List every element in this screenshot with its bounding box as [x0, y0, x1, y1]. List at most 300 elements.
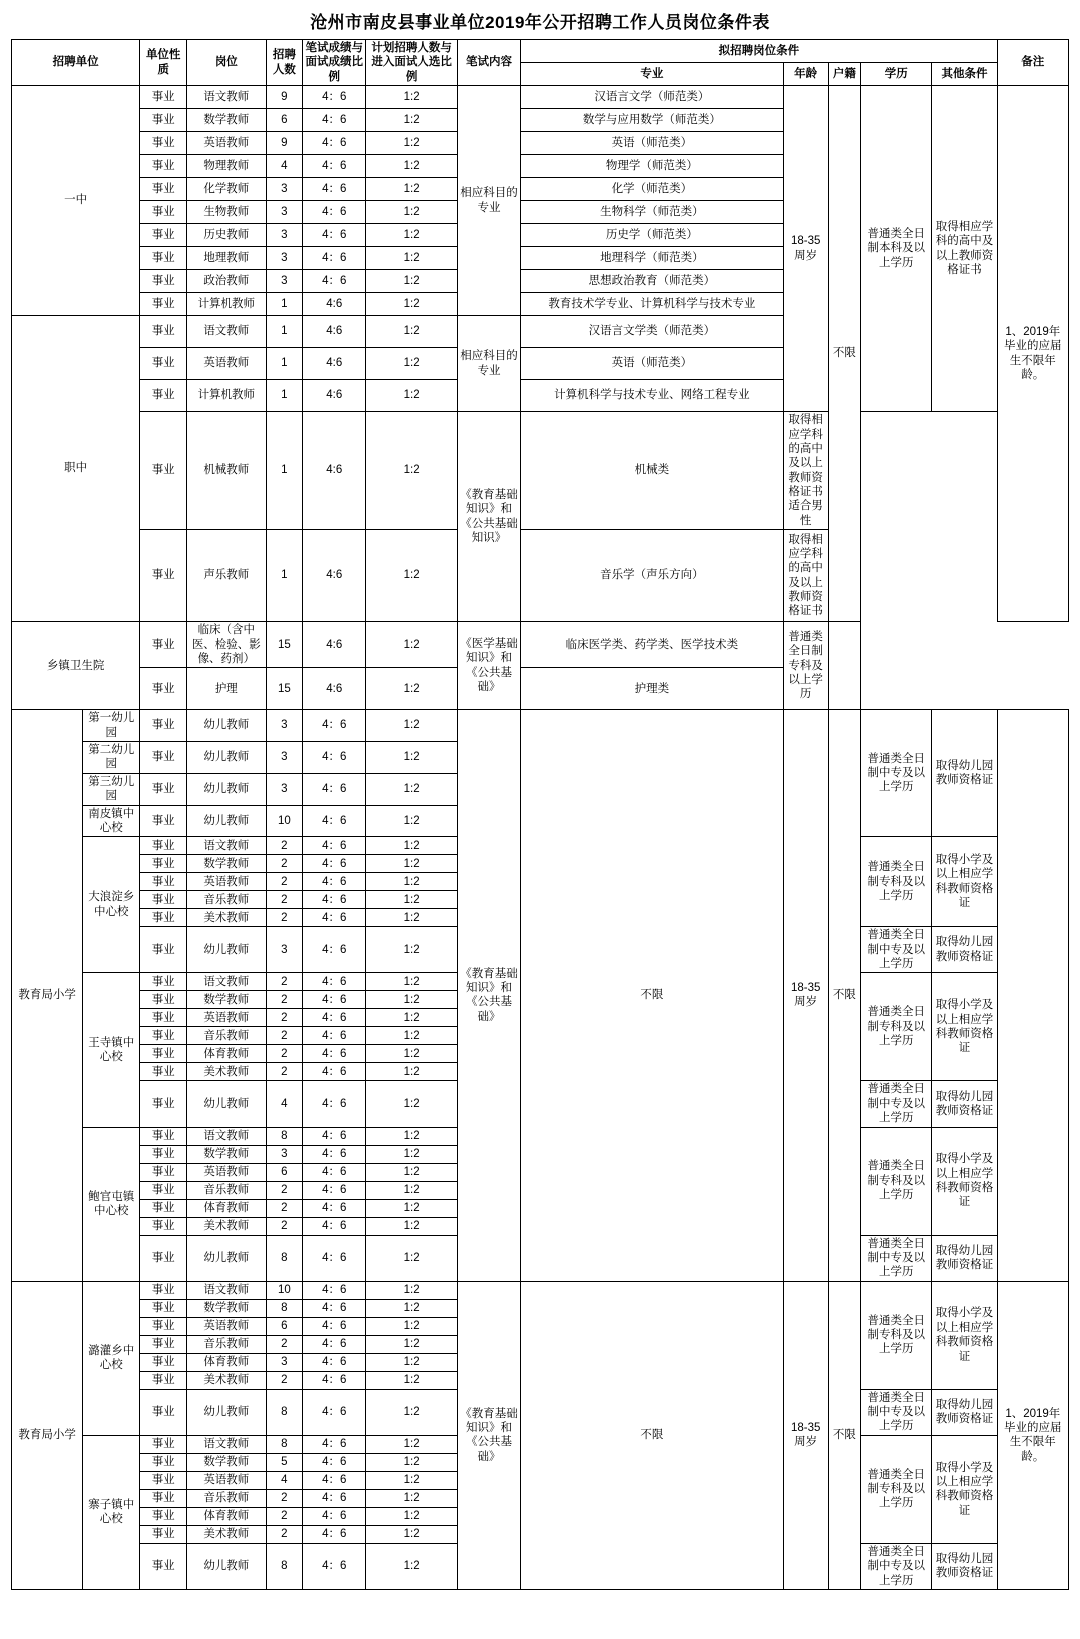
post-cell: 语文教师 [187, 1281, 266, 1299]
education-cell: 普通类全日制专科及以上学历 [783, 622, 828, 710]
plan-cell: 1:2 [366, 873, 458, 891]
post-cell: 数学教师 [187, 991, 266, 1009]
plan-cell: 1:2 [366, 412, 458, 530]
ratio-cell: 4：6 [303, 1489, 366, 1507]
ratio-cell: 4：6 [303, 1453, 366, 1471]
post-cell: 幼儿教师 [187, 1235, 266, 1281]
ratio-cell: 4：6 [303, 837, 366, 855]
education-cell: 普通类全日制专科及以上学历 [861, 973, 932, 1081]
post-cell: 生物教师 [187, 201, 266, 224]
major-cell: 音乐学（声乐方向） [521, 530, 784, 622]
th-nature: 单位性质 [140, 40, 187, 86]
th-exam: 笔试内容 [457, 40, 520, 86]
plan-cell: 1:2 [366, 1027, 458, 1045]
unit-cell: 一中 [12, 86, 140, 316]
ratio-cell: 4：6 [303, 710, 366, 742]
nature-cell: 事业 [140, 1453, 187, 1471]
plan-cell: 1:2 [366, 1009, 458, 1027]
other-cell: 取得小学及以上相应学科教师资格证 [932, 973, 997, 1081]
plan-cell: 1:2 [366, 855, 458, 873]
post-cell: 政治教师 [187, 270, 266, 293]
major-cell: 临床医学类、药学类、医学技术类 [521, 622, 784, 668]
education-cell: 普通类全日制专科及以上学历 [861, 1281, 932, 1389]
plan-cell: 1:2 [366, 1045, 458, 1063]
remark-cell: 1、2019年毕业的应届生不限年龄。 [997, 1281, 1068, 1589]
plan-cell: 1:2 [366, 132, 458, 155]
number-cell: 2 [266, 891, 303, 909]
post-cell: 幼儿教师 [187, 742, 266, 774]
number-cell: 2 [266, 1045, 303, 1063]
nature-cell: 事业 [140, 891, 187, 909]
nature-cell: 事业 [140, 530, 187, 622]
other-cell: 取得小学及以上相应学科教师资格证 [932, 1127, 997, 1235]
nature-cell: 事业 [140, 991, 187, 1009]
number-cell: 2 [266, 855, 303, 873]
plan-cell: 1:2 [366, 710, 458, 742]
number-cell: 3 [266, 710, 303, 742]
number-cell: 6 [266, 1163, 303, 1181]
major-cell: 数学与应用数学（师范类） [521, 109, 784, 132]
number-cell: 15 [266, 668, 303, 710]
number-cell: 8 [266, 1435, 303, 1453]
post-cell: 声乐教师 [187, 530, 266, 622]
ratio-cell: 4：6 [303, 1027, 366, 1045]
ratio-cell: 4：6 [303, 742, 366, 774]
post-cell: 数学教师 [187, 855, 266, 873]
number-cell: 9 [266, 86, 303, 109]
ratio-cell: 4:6 [303, 380, 366, 412]
other-cell: 取得幼儿园教师资格证 [932, 710, 997, 837]
plan-cell: 1:2 [366, 805, 458, 837]
plan-cell: 1:2 [366, 86, 458, 109]
nature-cell: 事业 [140, 1317, 187, 1335]
number-cell: 2 [266, 909, 303, 927]
table-body [12, 86, 1069, 1590]
nature-cell: 事业 [140, 973, 187, 991]
nature-cell: 事业 [140, 742, 187, 774]
ratio-cell: 4：6 [303, 1145, 366, 1163]
plan-cell: 1:2 [366, 201, 458, 224]
ratio-cell: 4：6 [303, 1281, 366, 1299]
ratio-cell: 4：6 [303, 1299, 366, 1317]
ratio-cell: 4：6 [303, 1471, 366, 1489]
hukou-cell: 不限 [828, 1281, 861, 1589]
number-cell: 10 [266, 1281, 303, 1299]
ratio-cell: 4：6 [303, 891, 366, 909]
th-conditions: 拟招聘岗位条件 [521, 40, 998, 63]
plan-cell: 1:2 [366, 1507, 458, 1525]
plan-cell: 1:2 [366, 530, 458, 622]
ratio-cell: 4：6 [303, 1199, 366, 1217]
other-cell: 取得幼儿园教师资格证 [932, 1235, 997, 1281]
major-cell: 汉语言文学类（师范类） [521, 316, 784, 348]
ratio-cell: 4:6 [303, 622, 366, 668]
ratio-cell: 4:6 [303, 293, 366, 316]
other-cell: 取得小学及以上相应学科教师资格证 [932, 837, 997, 927]
number-cell: 3 [266, 927, 303, 973]
post-cell: 英语教师 [187, 873, 266, 891]
th-age: 年龄 [783, 63, 828, 86]
post-cell: 数学教师 [187, 1299, 266, 1317]
plan-cell: 1:2 [366, 380, 458, 412]
post-cell: 英语教师 [187, 1163, 266, 1181]
nature-cell: 事业 [140, 201, 187, 224]
number-cell: 8 [266, 1299, 303, 1317]
post-cell: 体育教师 [187, 1507, 266, 1525]
ratio-cell: 4：6 [303, 1045, 366, 1063]
nature-cell: 事业 [140, 668, 187, 710]
number-cell: 2 [266, 973, 303, 991]
number-cell: 3 [266, 742, 303, 774]
plan-cell: 1:2 [366, 155, 458, 178]
post-cell: 语文教师 [187, 86, 266, 109]
post-cell: 英语教师 [187, 1009, 266, 1027]
ratio-cell: 4：6 [303, 1181, 366, 1199]
plan-cell: 1:2 [366, 1235, 458, 1281]
age-cell: 18-35周岁 [783, 86, 828, 412]
th-major: 专业 [521, 63, 784, 86]
number-cell: 1 [266, 412, 303, 530]
plan-cell: 1:2 [366, 1163, 458, 1181]
plan-cell: 1:2 [366, 1543, 458, 1589]
number-cell: 3 [266, 224, 303, 247]
age-cell: 18-35周岁 [783, 710, 828, 1281]
number-cell: 8 [266, 1389, 303, 1435]
plan-cell: 1:2 [366, 1389, 458, 1435]
post-cell: 幼儿教师 [187, 1543, 266, 1589]
post-cell: 幼儿教师 [187, 1389, 266, 1435]
ratio-cell: 4：6 [303, 155, 366, 178]
number-cell: 1 [266, 380, 303, 412]
post-cell: 幼儿教师 [187, 805, 266, 837]
ratio-cell: 4：6 [303, 1163, 366, 1181]
nature-cell: 事业 [140, 1371, 187, 1389]
post-cell: 体育教师 [187, 1045, 266, 1063]
post-cell: 体育教师 [187, 1199, 266, 1217]
post-cell: 英语教师 [187, 1471, 266, 1489]
major-cell: 不限 [521, 710, 784, 1281]
post-cell: 英语教师 [187, 348, 266, 380]
school-cell: 第三幼儿园 [83, 773, 140, 805]
number-cell: 1 [266, 316, 303, 348]
nature-cell: 事业 [140, 1217, 187, 1235]
ratio-cell: 4：6 [303, 1389, 366, 1435]
post-cell: 音乐教师 [187, 1181, 266, 1199]
th-ratio: 笔试成绩与面试成绩比例 [303, 40, 366, 86]
nature-cell: 事业 [140, 710, 187, 742]
table-row [12, 622, 1069, 668]
header-row-1 [12, 40, 1069, 63]
nature-cell: 事业 [140, 1507, 187, 1525]
post-cell: 临床（含中医、检验、影像、药剂） [187, 622, 266, 668]
ratio-cell: 4：6 [303, 132, 366, 155]
table-row [12, 1281, 1069, 1299]
plan-cell: 1:2 [366, 109, 458, 132]
number-cell: 8 [266, 1235, 303, 1281]
ratio-cell: 4:6 [303, 348, 366, 380]
nature-cell: 事业 [140, 1235, 187, 1281]
nature-cell: 事业 [140, 873, 187, 891]
ratio-cell: 4：6 [303, 270, 366, 293]
nature-cell: 事业 [140, 1063, 187, 1081]
number-cell: 5 [266, 1453, 303, 1471]
number-cell: 10 [266, 805, 303, 837]
number-cell: 2 [266, 1335, 303, 1353]
ratio-cell: 4：6 [303, 855, 366, 873]
school-cell: 大浪淀乡中心校 [83, 837, 140, 973]
school-cell: 寨子镇中心校 [83, 1435, 140, 1589]
plan-cell: 1:2 [366, 1127, 458, 1145]
plan-cell: 1:2 [366, 1217, 458, 1235]
nature-cell: 事业 [140, 1127, 187, 1145]
exam-cell: 《教育基础知识》和《公共基础》 [457, 1281, 520, 1589]
post-cell: 语文教师 [187, 316, 266, 348]
plan-cell: 1:2 [366, 909, 458, 927]
nature-cell: 事业 [140, 1081, 187, 1127]
th-hukou: 户籍 [828, 63, 861, 86]
ratio-cell: 4：6 [303, 1081, 366, 1127]
number-cell: 2 [266, 1507, 303, 1525]
ratio-cell: 4:6 [303, 530, 366, 622]
ratio-cell: 4：6 [303, 1009, 366, 1027]
plan-cell: 1:2 [366, 1081, 458, 1127]
plan-cell: 1:2 [366, 991, 458, 1009]
ratio-cell: 4：6 [303, 773, 366, 805]
nature-cell: 事业 [140, 1045, 187, 1063]
number-cell: 8 [266, 1127, 303, 1145]
ratio-cell: 4：6 [303, 109, 366, 132]
school-cell: 南皮镇中心校 [83, 805, 140, 837]
th-post: 岗位 [187, 40, 266, 86]
number-cell: 3 [266, 1353, 303, 1371]
plan-cell: 1:2 [366, 891, 458, 909]
post-cell: 幼儿教师 [187, 927, 266, 973]
number-cell: 2 [266, 1525, 303, 1543]
post-cell: 音乐教师 [187, 1027, 266, 1045]
unit-cell: 教育局小学 [12, 710, 83, 1281]
ratio-cell: 4：6 [303, 909, 366, 927]
nature-cell: 事业 [140, 837, 187, 855]
nature-cell: 事业 [140, 109, 187, 132]
ratio-cell: 4：6 [303, 873, 366, 891]
number-cell: 1 [266, 530, 303, 622]
post-cell: 数学教师 [187, 1145, 266, 1163]
number-cell: 4 [266, 155, 303, 178]
ratio-cell: 4：6 [303, 1217, 366, 1235]
education-cell: 普通类全日制专科及以上学历 [861, 1435, 932, 1543]
nature-cell: 事业 [140, 1281, 187, 1299]
hukou-cell: 不限 [828, 86, 861, 622]
post-cell: 幼儿教师 [187, 1081, 266, 1127]
number-cell: 2 [266, 991, 303, 1009]
table-row [12, 710, 1069, 742]
other-cell: 取得幼儿园教师资格证 [932, 1389, 997, 1435]
number-cell: 2 [266, 1181, 303, 1199]
plan-cell: 1:2 [366, 1453, 458, 1471]
ratio-cell: 4：6 [303, 86, 366, 109]
post-cell: 美术教师 [187, 1371, 266, 1389]
plan-cell: 1:2 [366, 348, 458, 380]
number-cell: 4 [266, 1471, 303, 1489]
number-cell: 3 [266, 201, 303, 224]
nature-cell: 事业 [140, 86, 187, 109]
post-cell: 物理教师 [187, 155, 266, 178]
other-cell: 取得小学及以上相应学科教师资格证 [932, 1435, 997, 1543]
other-cell: 取得幼儿园教师资格证 [932, 927, 997, 973]
plan-cell: 1:2 [366, 1063, 458, 1081]
nature-cell: 事业 [140, 247, 187, 270]
number-cell: 2 [266, 1489, 303, 1507]
post-cell: 地理教师 [187, 247, 266, 270]
nature-cell: 事业 [140, 270, 187, 293]
unit-cell: 职中 [12, 316, 140, 622]
ratio-cell: 4：6 [303, 1435, 366, 1453]
nature-cell: 事业 [140, 1145, 187, 1163]
post-cell: 美术教师 [187, 1525, 266, 1543]
ratio-cell: 4：6 [303, 224, 366, 247]
post-cell: 语文教师 [187, 1435, 266, 1453]
table-row [12, 668, 1069, 710]
nature-cell: 事业 [140, 348, 187, 380]
major-cell: 计算机科学与技术专业、网络工程专业 [521, 380, 784, 412]
page-title: 沧州市南皮县事业单位2019年公开招聘工作人员岗位条件表 [310, 13, 770, 32]
major-cell: 机械类 [521, 412, 784, 530]
post-cell: 语文教师 [187, 1127, 266, 1145]
exam-cell: 《教育基础知识》和《公共基础》 [457, 710, 520, 1281]
school-cell: 鲍官屯镇中心校 [83, 1127, 140, 1281]
number-cell: 2 [266, 837, 303, 855]
post-cell: 美术教师 [187, 1217, 266, 1235]
nature-cell: 事业 [140, 316, 187, 348]
number-cell: 3 [266, 247, 303, 270]
plan-cell: 1:2 [366, 1471, 458, 1489]
post-cell: 美术教师 [187, 909, 266, 927]
nature-cell: 事业 [140, 1163, 187, 1181]
unit-cell: 教育局小学 [12, 1281, 83, 1589]
education-cell: 普通类全日制中专及以上学历 [861, 1543, 932, 1589]
unit-cell: 乡镇卫生院 [12, 622, 140, 710]
plan-cell: 1:2 [366, 1489, 458, 1507]
post-cell: 英语教师 [187, 132, 266, 155]
post-cell: 语文教师 [187, 973, 266, 991]
plan-cell: 1:2 [366, 1181, 458, 1199]
plan-cell: 1:2 [366, 622, 458, 668]
major-cell: 英语（师范类） [521, 348, 784, 380]
remark-cell [997, 710, 1068, 1281]
plan-cell: 1:2 [366, 668, 458, 710]
plan-cell: 1:2 [366, 773, 458, 805]
exam-cell: 《医学基础知识》和《公共基础》 [457, 622, 520, 710]
other-cell: 取得幼儿园教师资格证 [932, 1543, 997, 1589]
number-cell: 15 [266, 622, 303, 668]
ratio-cell: 4：6 [303, 991, 366, 1009]
plan-cell: 1:2 [366, 837, 458, 855]
post-cell: 音乐教师 [187, 1335, 266, 1353]
nature-cell: 事业 [140, 1435, 187, 1453]
plan-cell: 1:2 [366, 973, 458, 991]
th-plan: 计划招聘人数与进入面试人选比例 [366, 40, 458, 86]
other-cell: 取得相应学科的高中及以上教师资格证书适合男性 [783, 412, 828, 530]
major-cell: 化学（师范类） [521, 178, 784, 201]
nature-cell: 事业 [140, 224, 187, 247]
table-row [12, 412, 1069, 530]
school-cell: 第二幼儿园 [83, 742, 140, 774]
plan-cell: 1:2 [366, 1435, 458, 1453]
number-cell: 1 [266, 348, 303, 380]
ratio-cell: 4：6 [303, 1335, 366, 1353]
number-cell: 3 [266, 270, 303, 293]
post-cell: 数学教师 [187, 109, 266, 132]
plan-cell: 1:2 [366, 247, 458, 270]
nature-cell: 事业 [140, 1389, 187, 1435]
nature-cell: 事业 [140, 1299, 187, 1317]
nature-cell: 事业 [140, 155, 187, 178]
post-cell: 美术教师 [187, 1063, 266, 1081]
ratio-cell: 4：6 [303, 973, 366, 991]
post-cell: 体育教师 [187, 1353, 266, 1371]
plan-cell: 1:2 [366, 316, 458, 348]
post-cell: 化学教师 [187, 178, 266, 201]
school-cell: 潞灌乡中心校 [83, 1281, 140, 1435]
th-number: 招聘人数 [266, 40, 303, 86]
ratio-cell: 4：6 [303, 201, 366, 224]
age-cell: 18-35周岁 [783, 1281, 828, 1589]
nature-cell: 事业 [140, 1353, 187, 1371]
education-cell: 普通类全日制中专及以上学历 [861, 927, 932, 973]
post-cell: 计算机教师 [187, 293, 266, 316]
major-cell: 英语（师范类） [521, 132, 784, 155]
table-row [12, 86, 1069, 109]
major-cell: 思想政治教育（师范类） [521, 270, 784, 293]
plan-cell: 1:2 [366, 742, 458, 774]
nature-cell: 事业 [140, 1335, 187, 1353]
ratio-cell: 4：6 [303, 1353, 366, 1371]
ratio-cell: 4：6 [303, 1063, 366, 1081]
number-cell: 2 [266, 1027, 303, 1045]
post-cell: 语文教师 [187, 837, 266, 855]
nature-cell: 事业 [140, 855, 187, 873]
th-other: 其他条件 [932, 63, 997, 86]
post-cell: 机械教师 [187, 412, 266, 530]
plan-cell: 1:2 [366, 1281, 458, 1299]
other-cell: 取得幼儿园教师资格证 [932, 1081, 997, 1127]
number-cell: 2 [266, 873, 303, 891]
ratio-cell: 4：6 [303, 1525, 366, 1543]
education-cell: 普通类全日制中专及以上学历 [861, 1235, 932, 1281]
education-cell: 普通类全日制中专及以上学历 [861, 710, 932, 837]
ratio-cell: 4：6 [303, 247, 366, 270]
number-cell: 3 [266, 773, 303, 805]
plan-cell: 1:2 [366, 224, 458, 247]
education-cell: 普通类全日制本科及以上学历 [861, 86, 932, 412]
ratio-cell: 4：6 [303, 1371, 366, 1389]
ratio-cell: 4：6 [303, 1127, 366, 1145]
number-cell: 2 [266, 1063, 303, 1081]
nature-cell: 事业 [140, 1199, 187, 1217]
post-cell: 英语教师 [187, 1317, 266, 1335]
nature-cell: 事业 [140, 1471, 187, 1489]
major-cell: 护理类 [521, 668, 784, 710]
nature-cell: 事业 [140, 132, 187, 155]
major-cell: 物理学（师范类） [521, 155, 784, 178]
plan-cell: 1:2 [366, 1299, 458, 1317]
ratio-cell: 4：6 [303, 178, 366, 201]
number-cell: 2 [266, 1199, 303, 1217]
nature-cell: 事业 [140, 1027, 187, 1045]
ratio-cell: 4：6 [303, 1543, 366, 1589]
plan-cell: 1:2 [366, 1145, 458, 1163]
th-education: 学历 [861, 63, 932, 86]
